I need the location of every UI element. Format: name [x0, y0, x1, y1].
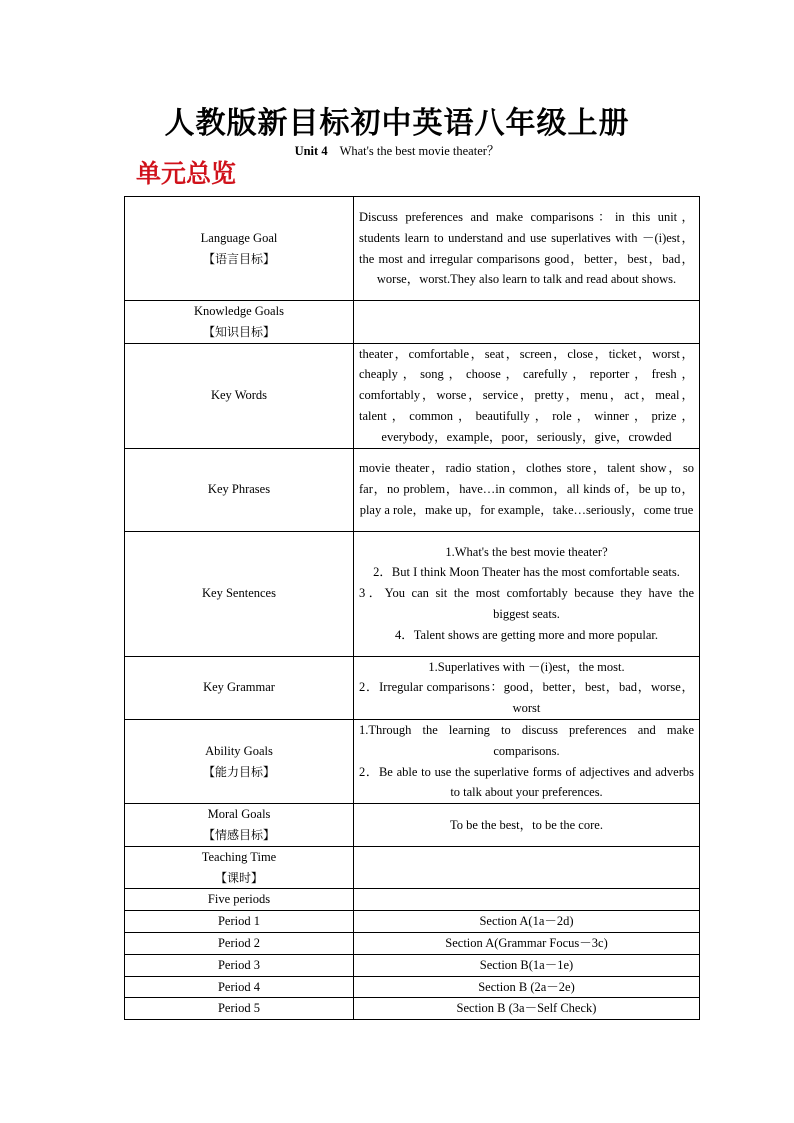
key-grammar-label: Key Grammar	[125, 656, 354, 719]
unit-overview-table	[124, 196, 700, 1020]
moral-goals-value: To be the best，to be the core.	[354, 804, 700, 847]
period-content: Section B (2a－2e)	[354, 976, 700, 998]
key-sentence: 4．Talent shows are getting more and more popular.	[395, 627, 658, 642]
period-label: Period 1	[125, 911, 354, 933]
knowledge-goals-value	[354, 301, 700, 344]
grammar-point: 2．Irregular comparisons：good，better，best，bad，worse，worst	[359, 680, 694, 716]
ability-goals-label: Ability Goals 【能力目标】	[125, 719, 354, 803]
period-content: Section B(1a－1e)	[354, 954, 700, 976]
row-key-words	[125, 343, 700, 448]
period-content: Section A(Grammar Focus－3c)	[354, 932, 700, 954]
period-label: Period 2	[125, 932, 354, 954]
teaching-time-label: Teaching Time 【课时】	[125, 846, 354, 889]
grammar-point: 1.Superlatives with －(i)est，the most.	[428, 659, 625, 674]
row-moral-goals	[125, 804, 700, 847]
period-label: Period 3	[125, 954, 354, 976]
row-language-goal	[125, 197, 700, 301]
five-periods-label: Five periods	[125, 889, 354, 911]
ability-goal: 2．Be able to use the superlative forms of adjectives and adverbs to talk about your preferences.	[359, 764, 694, 800]
row-period	[125, 976, 700, 998]
row-key-grammar	[125, 656, 700, 719]
key-sentence: 2．But I think Moon Theater has the most comfortable seats.	[373, 565, 680, 580]
moral-goals-label: Moral Goals 【情感目标】	[125, 804, 354, 847]
key-words-value: theater，comfortable，seat，screen，close，ticket，worst，cheaply，song，choose，carefully，reporter，fresh，comfortably，worse，service，pretty，menu，act，meal，talent，common，beautifully，role，winner，prize，everybody，example，poor，seriously，give，crowded	[354, 343, 700, 448]
document-title: 人教版新目标初中英语八年级上册	[164, 106, 630, 141]
period-content: Section A(1a－2d)	[354, 911, 700, 933]
row-ability-goals	[125, 719, 700, 803]
unit-subtitle	[0, 141, 794, 159]
unit-number: Unit 4	[294, 144, 328, 158]
key-sentences-label: Key Sentences	[125, 531, 354, 656]
language-goal-value: Discuss preferences and make comparisons：in this unit，students learn to understand and use superlatives with －(i)est，the most and irregular comparisons good，better，best，bad，worse，worst.They also learn to talk and read about shows.	[354, 197, 700, 301]
ability-goal: 1.Through the learning to discuss preferences and make comparisons.	[359, 722, 694, 758]
key-words-label: Key Words	[125, 343, 354, 448]
key-sentences-value	[354, 531, 700, 656]
ability-goals-value	[354, 719, 700, 803]
row-key-phrases	[125, 448, 700, 531]
key-sentence: 3．You can sit the most comfortably because they have the biggest seats.	[359, 586, 694, 621]
period-label: Period 5	[125, 998, 354, 1020]
five-periods-value	[354, 889, 700, 911]
row-teaching-time	[125, 846, 700, 889]
row-period	[125, 932, 700, 954]
language-goal-label: Language Goal 【语言目标】	[125, 197, 354, 301]
row-knowledge-goals	[125, 301, 700, 344]
unit-title: What's the best movie theater？	[339, 144, 500, 158]
section-heading: 单元总览	[136, 159, 237, 188]
period-content: Section B (3a－Self Check)	[354, 998, 700, 1020]
key-phrases-label: Key Phrases	[125, 448, 354, 531]
row-key-sentences	[125, 531, 700, 656]
key-sentence: 1.What's the best movie theater?	[445, 544, 608, 559]
period-label: Period 4	[125, 976, 354, 998]
knowledge-goals-label: Knowledge Goals 【知识目标】	[125, 301, 354, 344]
row-period	[125, 998, 700, 1020]
teaching-time-value	[354, 846, 700, 889]
row-five-periods	[125, 889, 700, 911]
key-grammar-value	[354, 656, 700, 719]
key-phrases-value: movie theater，radio station，clothes store，talent show，so far，no problem，have…in common，all kinds of，be up to，play a role，make up，for example，take…seriously，come true	[354, 448, 700, 531]
row-period	[125, 954, 700, 976]
row-period	[125, 911, 700, 933]
